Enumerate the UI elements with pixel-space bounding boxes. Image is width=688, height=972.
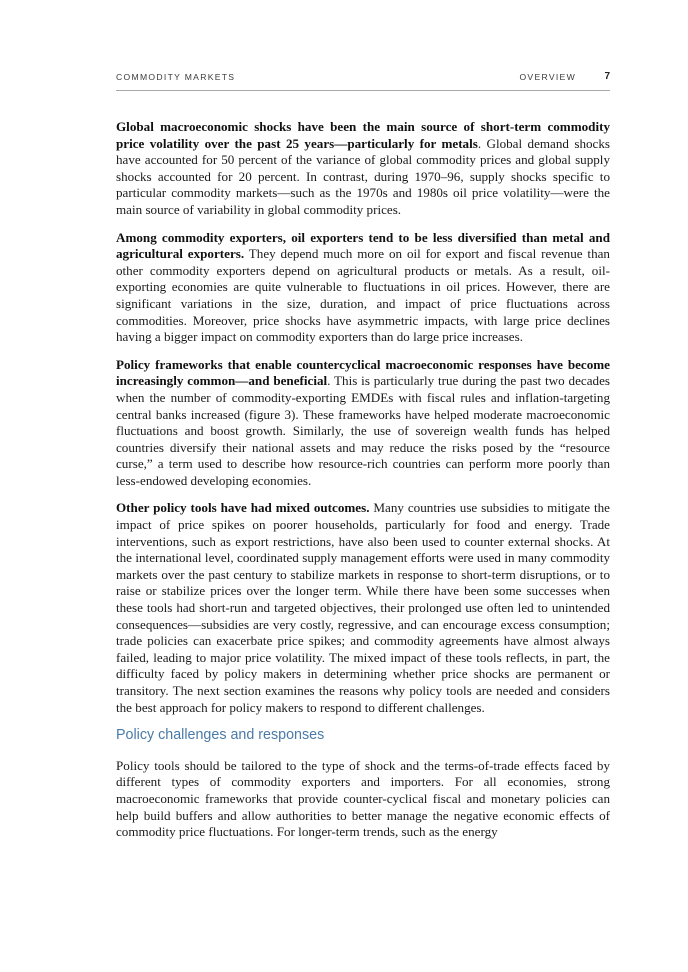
paragraph-lead: Among commodity exporters, oil exporters tend to be less diversified than metal and agricultural exporters. [116, 229, 610, 262]
paragraph [116, 500, 610, 716]
header-section: OVERVIEW [519, 72, 576, 82]
paragraph-lead: Other policy tools have had mixed outcomes. [116, 500, 370, 516]
paragraph: Policy tools should be tailored to the type of shock and the terms-of-trade effects faced by different types of commodity exporters and importers. For all economies, strong macroeconomic frameworks that provide counter-cyclical fiscal and monetary policies can help build buffers and allow authorities to better manage the negative economic effects of commodity price fluctuations. For longer-term trends, such as the energy [116, 757, 610, 840]
section-heading: Policy challenges and responses [116, 727, 325, 744]
page-number: 7 [604, 71, 610, 82]
paragraph-lead: Policy frameworks that enable countercyclical macroeconomic responses have become increasingly common—and beneficial [116, 356, 610, 389]
paragraph-text: They depend much more on oil for export and fiscal revenue than other commodity exporters depend on agricultural products or metals. As a result, oil-exporting economies are quite vulnerable to fluctuations in oil prices. However, there are significant variations in the size, duration, and impact of price fluctuations across commodities. Moreover, price shocks have asymmetric impacts, with large price declines having a bigger impact on commodity exporters than do large price increases. [116, 246, 610, 345]
header-title: COMMODITY MARKETS [116, 72, 236, 82]
paragraph [116, 357, 610, 490]
paragraph [116, 230, 610, 346]
paragraph-text: Many countries use subsidies to mitigate the impact of price spikes on poorer households, particularly for food and energy. Trade interventions, such as export restrictions, have also been used to counter external shocks. At the international level, coordinated supply management efforts were used in many commodity markets over the past century to stabilize markets in response to short-term disruptions, or to raise or stabilize prices over the longer term. While there have been some successes when these tools had short-run and targeted objectives, their prolonged use often led to unintended consequences—subsidies are very costly, regressive, and can encourage excess consumption; trade policies can exacerbate price spikes; and commodity agreements have almost always failed, leading to major price volatility. The mixed impact of these tools reflects, in part, the difficulty faced by policy makers in determining whether price shocks are permanent or transitory. The next section examines the reasons why policy tools are needed and considers the best approach for policy makers to respond to different challenges. [116, 500, 610, 715]
body-text [116, 119, 610, 852]
paragraph [116, 119, 610, 219]
paragraph-lead: Global macroeconomic shocks have been the main source of short-term commodity price volatility over the past 25 years—particularly for metals [116, 119, 610, 151]
paragraph-text: . This is particularly true during the past two decades when the number of commodity-exporting EMDEs with fiscal rules and inflation-targeting central banks increased (figure 3). These frameworks have helped moderate macroeconomic fluctuations and boost growth. Similarly, the use of sovereign wealth funds has helped countries diversify their national assets and may reduce the risks posed by the “resource curse,” a term used to describe how resource-rich countries can perform more poorly than less-endowed developing economies. [116, 373, 610, 488]
running-header [116, 72, 610, 91]
paragraph-text: . Global demand shocks have accounted for 50 percent of the variance of global commodity prices and global supply shocks accounted for 20 percent. In contrast, during 1970–96, supply shocks specific to particular commodity markets—such as the 1970s and 1980s oil price volatility—were the main source of variability in global commodity prices. [116, 135, 610, 217]
